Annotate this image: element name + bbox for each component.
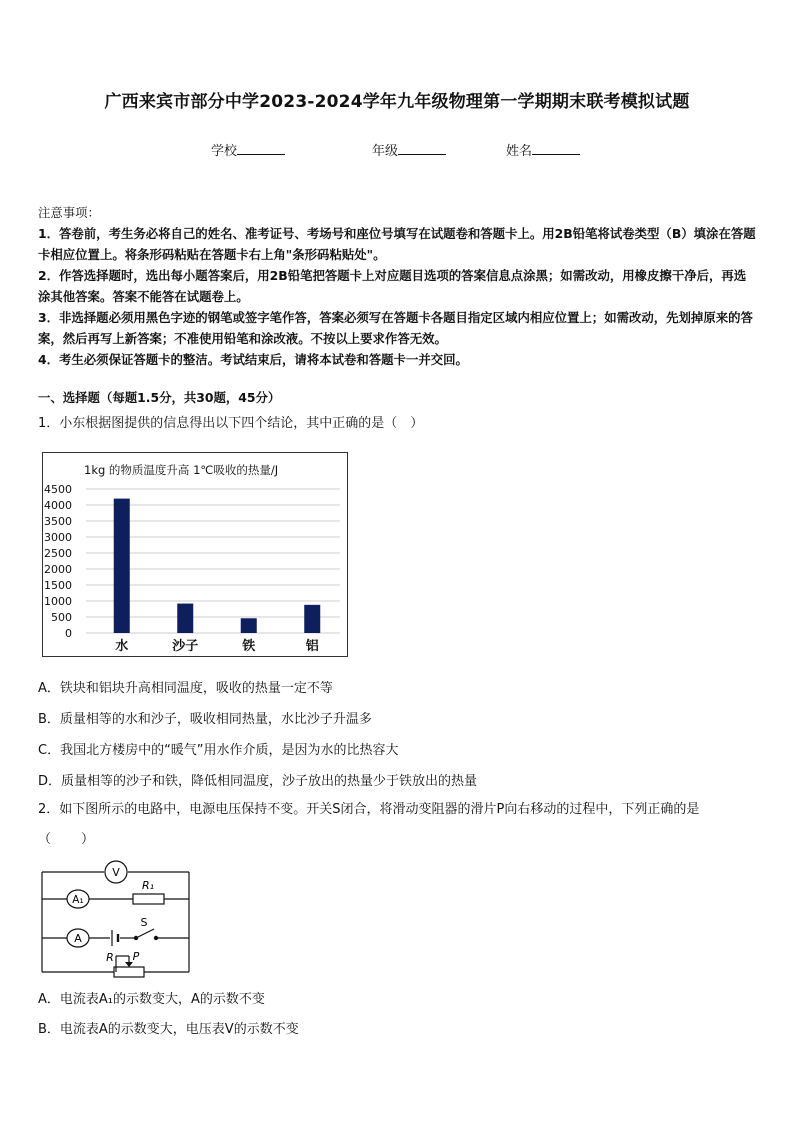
ammeter-a1-label: A₁: [72, 894, 84, 906]
question-2-stem: [38, 799, 762, 851]
question-1-option-b[interactable]: B．质量相等的水和沙子，吸收相同热量，水比沙子升温多: [38, 712, 372, 727]
category-label: 沙子: [172, 639, 199, 654]
question-2-option-b[interactable]: B．电流表A的示数变大，电压表V的示数不变: [38, 1022, 299, 1037]
voltmeter-label: V: [112, 866, 120, 879]
note-item: 4．考生必须保证答题卡的整洁。考试结束后，请将本试卷和答题卡一并交回。: [38, 352, 468, 367]
question-2-stem-line1: 2．如下图所示的电路中，电源电压保持不变。开关S闭合，将滑动变阻器的滑片P向右移动的过程中，下列正确的是: [38, 802, 700, 817]
rheostat-label: R: [106, 951, 114, 964]
page-title: 广西来宾市部分中学2023-2024学年九年级物理第一学期期末联考模拟试题: [104, 92, 690, 112]
bar: [177, 604, 193, 633]
resistor-r1-icon: [133, 894, 164, 904]
category-label: 铝: [305, 639, 319, 654]
grade-field[interactable]: 年级: [372, 140, 446, 159]
switch-label: S: [140, 916, 148, 929]
category-label: 铁: [242, 639, 256, 654]
name-field[interactable]: 姓名: [506, 140, 580, 159]
question-1-option-d[interactable]: D．质量相等的沙子和铁，降低相同温度，沙子放出的热量少于铁放出的热量: [38, 774, 478, 789]
ammeter-a-label: A: [74, 932, 82, 945]
bar: [114, 499, 130, 633]
chart-frame: [43, 453, 348, 657]
switch-icon: [136, 929, 154, 938]
note-item: 3．非选择题必须用黑色字迹的钢笔或签字笔作答，答案必须写在答题卡各题目指定区域内相应位置上；如需改动，先划掉原来的答案，然后再写上新答案；不准使用铅笔和涂改液。不按以上要求作答无效。: [38, 310, 753, 346]
notes-heading: 注意事项：: [38, 205, 100, 220]
y-tick-label: 2500: [44, 547, 72, 560]
y-tick-label: 4000: [44, 499, 72, 512]
y-tick-label: 4500: [44, 483, 72, 496]
section-heading: 一、选择题（每题1.5分，共30题，45分）: [38, 390, 281, 405]
y-tick-label: 500: [51, 611, 72, 624]
slider-label: P: [132, 950, 140, 963]
bar: [241, 618, 257, 633]
question-1-stem: 1．小东根据图提供的信息得出以下四个结论，其中正确的是（ ）: [38, 416, 424, 431]
question-1-option-a[interactable]: A．铁块和铝块升高相同温度，吸收的热量一定不等: [38, 681, 333, 696]
school-field[interactable]: 学校: [211, 140, 285, 159]
note-item: 2．作答选择题时，选出每小题答案后，用2B铅笔把答题卡上对应题目选项的答案信息点涂黑；如需改动，用橡皮擦干净后，再选涂其他答案。答案不能答在试题卷上。: [38, 268, 747, 304]
rheostat-icon: [114, 967, 144, 977]
y-tick-label: 1000: [44, 595, 72, 608]
y-tick-label: 2000: [44, 563, 72, 576]
chart-title: 1kg 的物质温度升高 1℃吸收的热量/J: [84, 463, 279, 477]
question-1-option-c[interactable]: C．我国北方楼房中的“暖气”用水作介质，是因为水的比热容大: [38, 743, 399, 758]
y-tick-label: 1500: [44, 579, 72, 592]
r1-label: R₁: [141, 879, 155, 892]
y-tick-label: 0: [65, 627, 72, 640]
note-item: 1．答卷前，考生务必将自己的姓名、准考证号、考场号和座位号填写在试题卷和答题卡上。用2B铅笔将试卷类型（B）填涂在答题卡相应位置上。将条形码粘贴在答题卡右上角"条形码粘贴处"。: [38, 226, 756, 262]
heat-capacity-bar-chart: [42, 452, 348, 657]
circuit-diagram: [36, 856, 196, 978]
y-tick-label: 3000: [44, 531, 72, 544]
category-label: 水: [115, 639, 129, 654]
y-tick-label: 3500: [44, 515, 72, 528]
question-2-stem-line2: （ ）: [38, 832, 95, 847]
question-2-option-a[interactable]: A．电流表A₁的示数变大，A的示数不变: [38, 992, 265, 1007]
bar: [304, 605, 320, 633]
notes-block: [38, 202, 758, 370]
student-info-row: [0, 140, 794, 160]
